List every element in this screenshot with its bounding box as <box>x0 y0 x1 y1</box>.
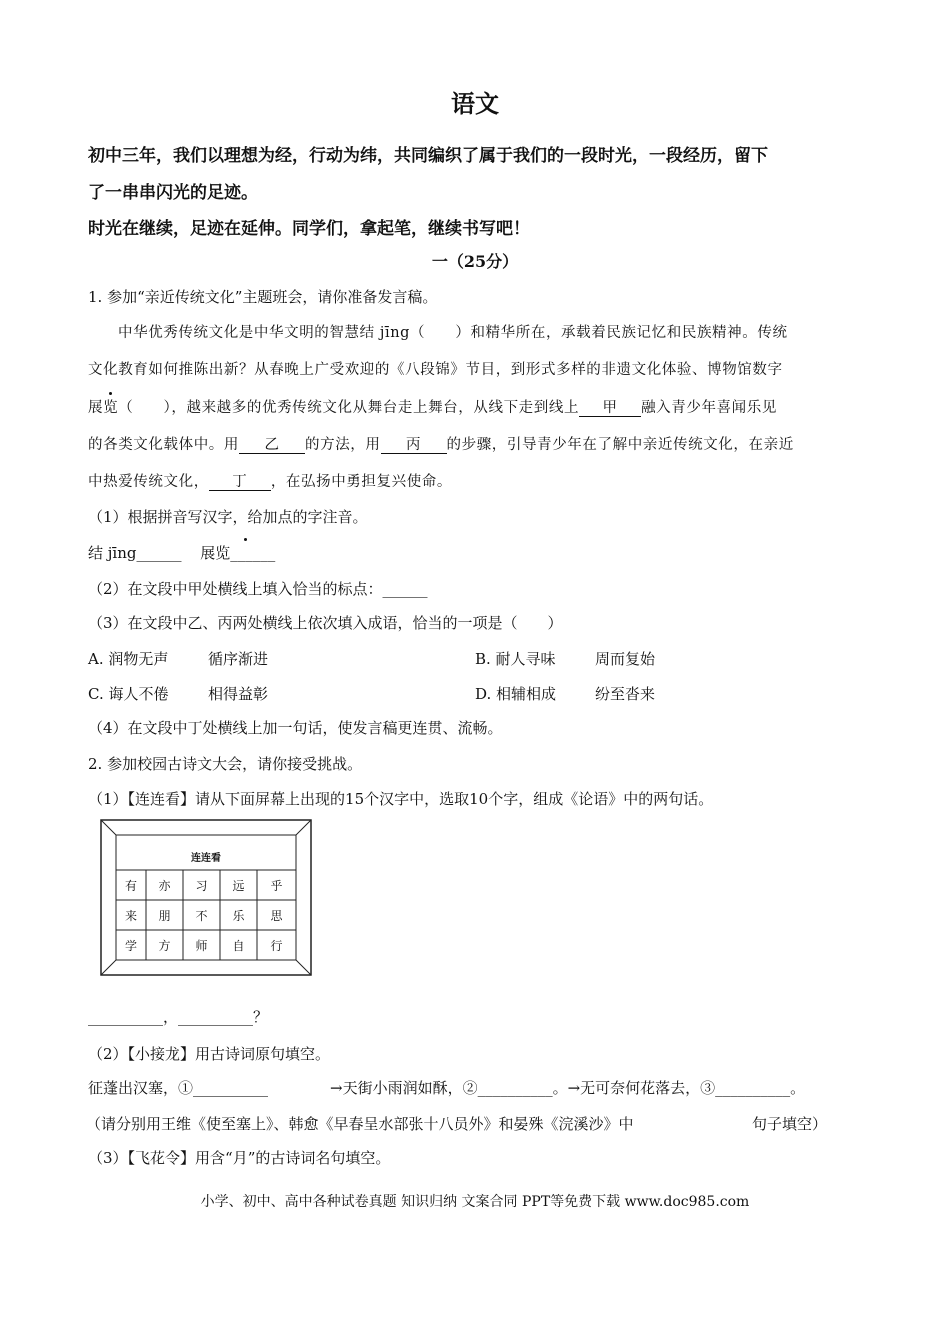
grid-title: 连连看 <box>191 853 221 864</box>
option-b[interactable] <box>475 648 556 669</box>
answer-char: 展 <box>200 544 216 562</box>
blank-bing[interactable]: 丙 <box>381 438 447 454</box>
passage-line-3 <box>88 396 777 417</box>
option-d-second: 纷至沓来 <box>595 685 656 703</box>
grid-cell[interactable]: 亦 <box>158 879 171 893</box>
passage-text: 的各类文化载体中。用 <box>88 437 239 453</box>
grid-cell[interactable]: 乐 <box>232 909 245 923</box>
passage-line-2: 文化教育如何推陈出新？从春晚上广受欢迎的《八段锦》节目，到形式多样的非遗文化体验、博物馆数字 <box>88 362 783 378</box>
option-c-second: 相得益彰 <box>208 685 269 703</box>
dotted-char-answer[interactable]: 览______ <box>215 544 276 562</box>
passage-line-4 <box>88 433 794 454</box>
option-a[interactable] <box>88 648 168 669</box>
intro-line-1: 初中三年，我们以理想为经，行动为纬，共同编织了属于我们的一段时光，一段经历，留下 <box>88 146 768 166</box>
question-2-stem: 2. 参加校园古诗文大会，请你接受挑战。 <box>88 755 363 773</box>
passage-text: 的方法，用 <box>305 437 381 453</box>
grid-cell[interactable]: 来 <box>124 909 137 923</box>
page-title: 语文 <box>451 89 499 118</box>
option-a-second: 循序渐进 <box>208 650 269 668</box>
passage-line-5 <box>88 470 452 491</box>
option-c[interactable] <box>88 683 168 704</box>
intro-line-2: 了一串串闪光的足迹。 <box>88 183 258 203</box>
section-heading: 一（25分） <box>431 252 519 271</box>
q2-sub-1: （1）【连连看】请从下面屏幕上出现的15个汉字中，选取10个字，组成《论语》中的两句话。 <box>88 790 714 808</box>
passage-line-1: 中华优秀传统文化是中华文明的智慧结 jīng（ ）和精华所在，承载着民族记忆和民族精神。传统 <box>118 325 788 341</box>
option-label: C. 诲人不倦 <box>88 685 169 703</box>
q1-sub-1: （1）根据拼音写汉字，给加点的字注音。 <box>88 508 368 526</box>
grid-cell[interactable]: 不 <box>195 909 208 923</box>
grid-cell[interactable]: 有 <box>124 879 137 893</box>
grid-cell[interactable]: 学 <box>124 939 137 953</box>
grid-cell[interactable]: 习 <box>195 879 208 893</box>
dotted-char-lan: 览 <box>103 396 118 417</box>
grid-cell[interactable]: 朋 <box>158 909 171 923</box>
option-label: A. 润物无声 <box>88 650 169 668</box>
chain-part-2[interactable]: →天街小雨润如酥，②__________。→无可奈何花落去，③__________。 <box>330 1079 806 1097</box>
grid-cell[interactable]: 师 <box>195 939 208 953</box>
pinyin-answer[interactable]: 结 jīng______ <box>88 544 182 562</box>
q1-sub-3: （3）在文段中乙、丙两处横线上依次填入成语，恰当的一项是（ ） <box>88 614 563 632</box>
grid-cell[interactable]: 自 <box>232 939 245 953</box>
option-label: D. 相辅相成 <box>475 685 557 703</box>
option-b-second: 周而复始 <box>595 650 656 668</box>
grid-cell[interactable]: 远 <box>232 879 245 893</box>
passage-text: （ ），越来越多的优秀传统文化从舞台走上舞台，从线下走到线上 <box>118 400 580 416</box>
q2-answer-line[interactable]: __________，__________？ <box>88 1008 269 1026</box>
footer-text: 小学、初中、高中各种试卷真题 知识归纳 文案合同 PPT等免费下载 www.doc985.com <box>200 1194 750 1210</box>
option-d[interactable] <box>475 683 556 704</box>
passage-text: 的步骤，引导青少年在了解中亲近传统文化，在亲近 <box>446 437 794 453</box>
question-1-stem: 1. 参加“亲近传统文化”主题班会，请你准备发言稿。 <box>88 288 438 306</box>
grid-cell[interactable]: 乎 <box>270 879 283 893</box>
q2-sub-2: （2）【小接龙】用古诗词原句填空。 <box>88 1045 331 1063</box>
grid-cell[interactable]: 思 <box>270 909 283 923</box>
q1-sub-2: （2）在文段中甲处横线上填入恰当的标点：______ <box>88 580 428 598</box>
blank-jia[interactable]: 甲 <box>579 401 641 417</box>
passage-text: 中热爱传统文化， <box>88 474 209 490</box>
chain-part-1[interactable]: 征蓬出汉塞，①__________ <box>88 1079 269 1097</box>
chain-note-a: （请分别用王维《使至塞上》、韩愈《早春呈水部张十八员外》和晏殊《浣溪沙》中 <box>86 1115 634 1133</box>
chain-note-b: 句子填空） <box>752 1115 828 1133</box>
q1-sub-1-answer <box>88 542 275 563</box>
grid-cell[interactable]: 行 <box>270 939 283 953</box>
blank-yi[interactable]: 乙 <box>239 438 305 454</box>
passage-text: 融入青少年喜闻乐见 <box>641 400 777 416</box>
option-label: B. 耐人寻味 <box>475 650 556 668</box>
passage-text: ，在弘扬中勇担复兴使命。 <box>270 474 453 490</box>
q2-sub-3: （3）【飞花令】用含“月”的古诗词名句填空。 <box>88 1149 391 1167</box>
blank-ding[interactable]: 丁 <box>209 475 271 491</box>
passage-char-zhan: 展 <box>88 400 104 416</box>
q1-sub-4: （4）在文段中丁处横线上加一句话，使发言稿更连贯、流畅。 <box>88 719 503 737</box>
grid-cell[interactable]: 方 <box>158 939 171 953</box>
intro-line-3: 时光在继续，足迹在延伸。同学们，拿起笔，继续书写吧！ <box>88 219 530 239</box>
